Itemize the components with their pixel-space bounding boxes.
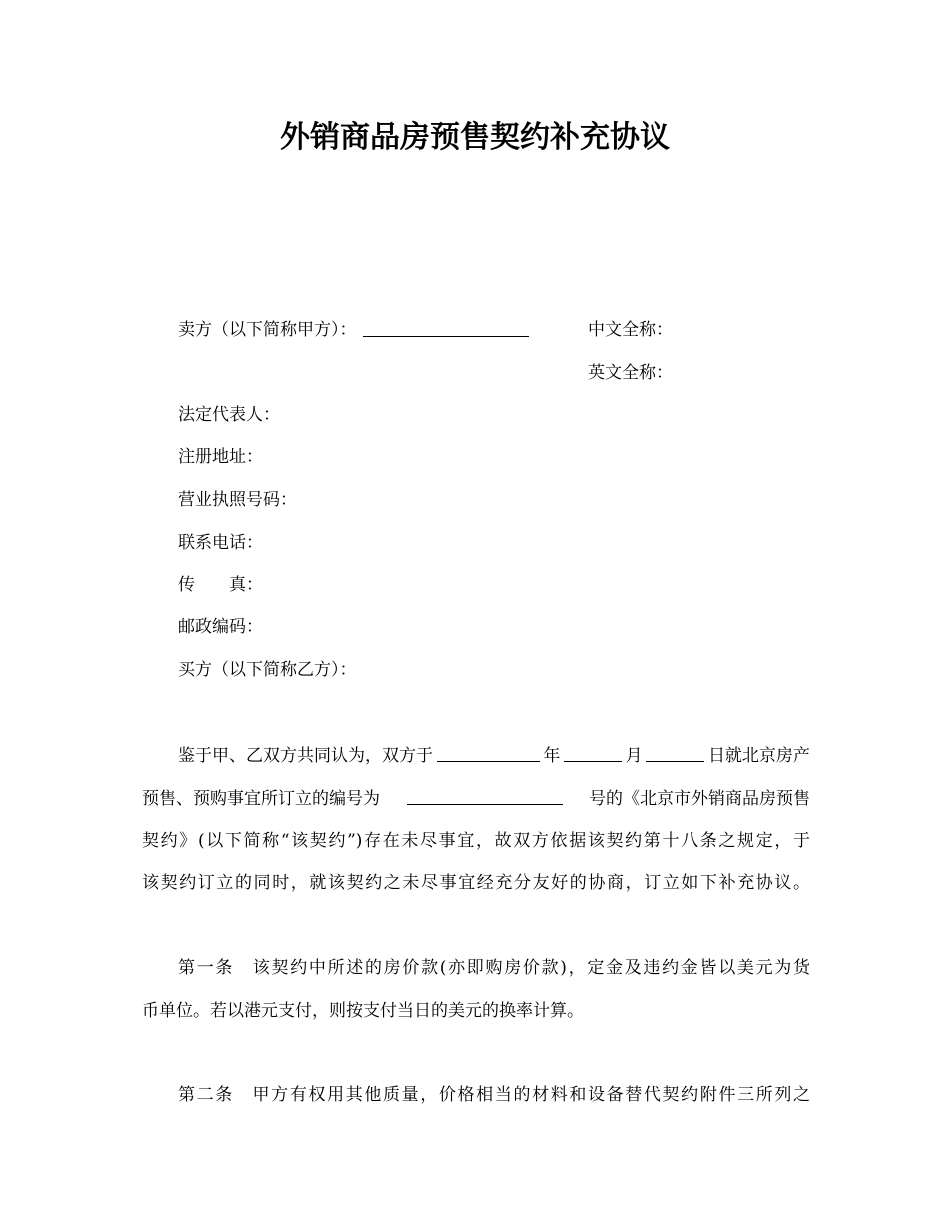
reg-address-label: 注册地址： — [178, 447, 263, 467]
preamble-line-3: 契约》(以下简称“该契约”)存在未尽事宜，故双方依据该契约第十八条之规定，于 — [142, 831, 810, 851]
preamble-line-1 — [178, 745, 810, 767]
phone-label: 联系电话： — [178, 533, 263, 553]
contract-number-blank — [407, 788, 563, 805]
preamble-text: 号的《北京市外销商品房预售 — [589, 789, 810, 809]
postcode-label: 邮政编码： — [178, 617, 263, 637]
seller-line — [178, 319, 529, 341]
license-label: 营业执照号码： — [178, 490, 297, 510]
preamble-text: 日就北京房产 — [707, 746, 810, 766]
english-name-label: 英文全称： — [588, 363, 673, 383]
seller-label: 卖方（以下简称甲方）： — [178, 320, 357, 340]
legal-rep-label: 法定代表人： — [178, 405, 280, 425]
year-label: 年 — [543, 746, 561, 766]
year-blank — [437, 745, 540, 762]
day-blank — [646, 745, 704, 762]
buyer-label: 买方（以下简称乙方）： — [178, 660, 357, 680]
fax-label: 传 真： — [178, 575, 263, 595]
article-1-line-1: 第一条 该契约中所述的房价款(亦即购房价款)，定金及违约金皆以美元为货 — [178, 958, 810, 978]
month-label: 月 — [625, 746, 643, 766]
preamble-text: 鉴于甲、乙双方共同认为，双方于 — [178, 746, 433, 766]
preamble-line-2 — [142, 788, 810, 810]
seller-blank — [363, 320, 529, 337]
preamble-line-4: 该契约订立的同时，就该契约之未尽事宜经充分友好的协商，订立如下补充协议。 — [142, 873, 810, 893]
document-title: 外销商品房预售契约补充协议 — [280, 120, 670, 155]
preamble-text: 预售、预购事宜所订立的编号为 — [142, 789, 380, 809]
chinese-name-label: 中文全称： — [588, 320, 673, 340]
article-1-line-2: 币单位。若以港元支付，则按支付当日的美元的换率计算。 — [142, 1001, 584, 1021]
article-2-line-1: 第二条 甲方有权用其他质量，价格相当的材料和设备替代契约附件三所列之 — [178, 1085, 810, 1105]
month-blank — [564, 745, 622, 762]
